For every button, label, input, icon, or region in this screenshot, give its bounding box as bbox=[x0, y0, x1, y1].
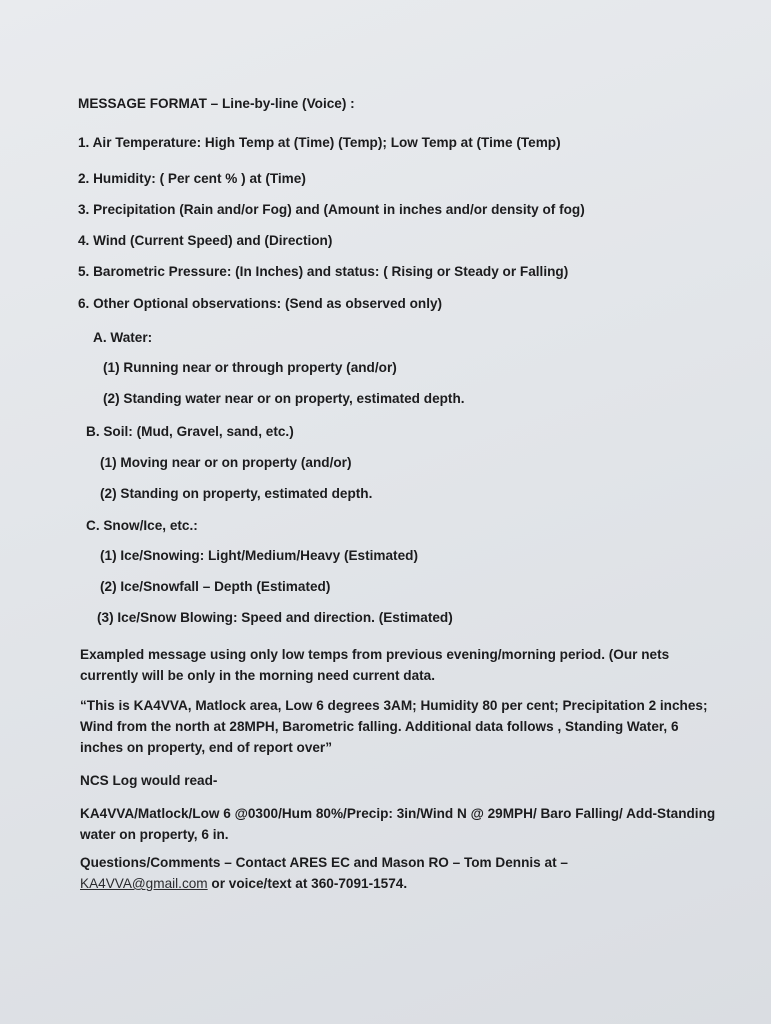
contact-line: Questions/Comments – Contact ARES EC and Mason RO – Tom Dennis at – bbox=[80, 855, 568, 870]
contact-details bbox=[80, 876, 407, 891]
item-precipitation: 3. Precipitation (Rain and/or Fog) and (Amount in inches and/or density of fog) bbox=[78, 202, 585, 217]
item-air-temperature: 1. Air Temperature: High Temp at (Time) (Temp); Low Temp at (Time (Temp) bbox=[78, 135, 561, 150]
soil-moving: (1) Moving near or on property (and/or) bbox=[100, 455, 352, 470]
soil-title: B. Soil: (Mud, Gravel, sand, etc.) bbox=[86, 424, 294, 439]
item-barometric-pressure: 5. Barometric Pressure: (In Inches) and status: ( Rising or Steady or Falling) bbox=[78, 264, 569, 279]
snow-title: C. Snow/Ice, etc.: bbox=[86, 518, 198, 533]
contact-phone-text: or voice/text at 360-7091-1574. bbox=[207, 876, 408, 891]
item-humidity: 2. Humidity: ( Per cent % ) at (Time) bbox=[78, 171, 306, 186]
soil-standing: (2) Standing on property, estimated depth. bbox=[100, 486, 373, 501]
contact-email-link[interactable]: KA4VVA@gmail.com bbox=[80, 876, 208, 891]
item-wind: 4. Wind (Current Speed) and (Direction) bbox=[78, 233, 333, 248]
snow-blowing: (3) Ice/Snow Blowing: Speed and direction. (Estimated) bbox=[97, 610, 453, 625]
example-intro: Exampled message using only low temps from previous evening/morning period. (Our nets currently will be only in the morning need current data. bbox=[80, 647, 670, 683]
item-other-observations: 6. Other Optional observations: (Send as observed only) bbox=[78, 296, 443, 311]
snow-snowfall: (2) Ice/Snowfall – Depth (Estimated) bbox=[100, 579, 331, 594]
message-format-heading: MESSAGE FORMAT – Line-by-line (Voice) : bbox=[78, 96, 355, 111]
water-running: (1) Running near or through property (and/or) bbox=[103, 360, 397, 375]
ncs-intro: NCS Log would read- bbox=[80, 773, 218, 788]
water-title: A. Water: bbox=[93, 330, 153, 345]
example-quote: “This is KA4VVA, Matlock area, Low 6 degrees 3AM; Humidity 80 per cent; Precipitation 2 inches; Wind from the north at 28MPH, Barometric falling. Additional data follows , Standing Water, 6 inches on property, end of report over” bbox=[80, 698, 708, 755]
water-standing: (2) Standing water near or on property, estimated depth. bbox=[103, 391, 465, 406]
snow-snowing: (1) Ice/Snowing: Light/Medium/Heavy (Estimated) bbox=[100, 548, 418, 563]
ncs-log: KA4VVA/Matlock/Low 6 @0300/Hum 80%/Precip: 3in/Wind N @ 29MPH/ Baro Falling/ Add-Standing water on property, 6 in. bbox=[80, 806, 716, 842]
